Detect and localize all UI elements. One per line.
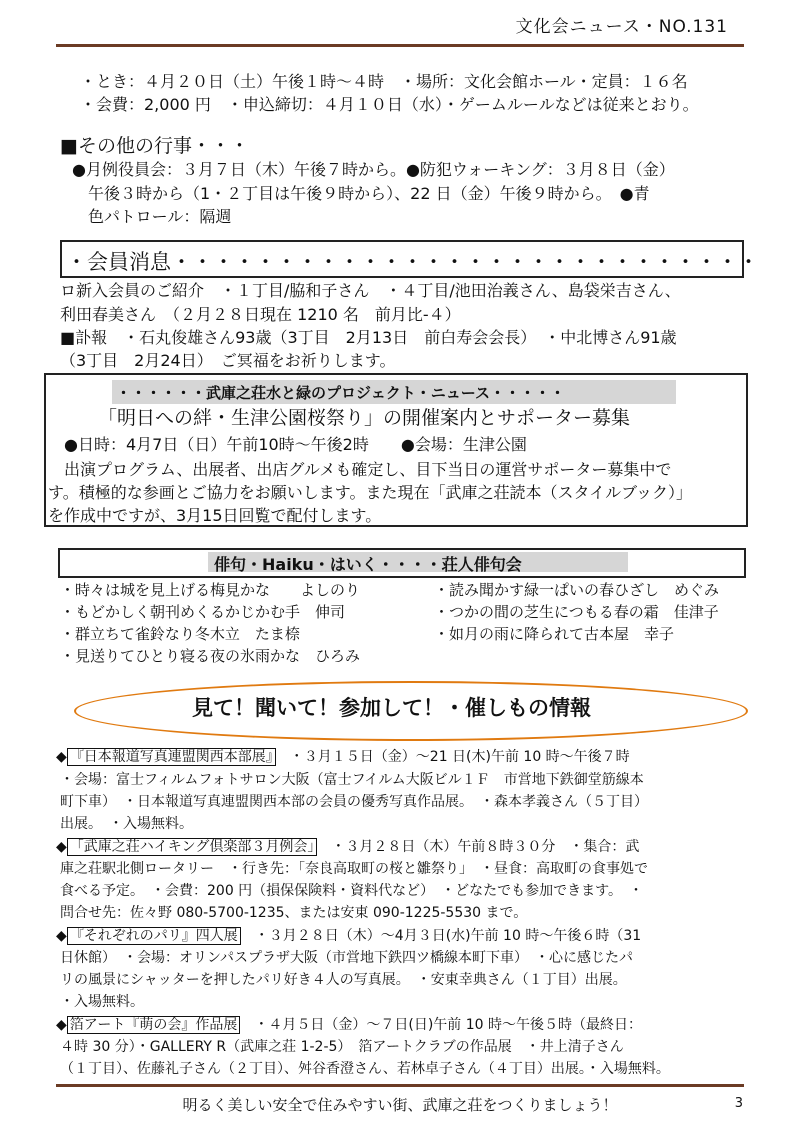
event-line: 出展。 ・入場無料。 (60, 816, 193, 832)
haiku-right: ・つかの間の芝生につもる春の霜 佳津子 (434, 603, 719, 621)
haiku-right: ・読み聞かす緑一ぱいの春ひざし めぐみ (434, 581, 720, 599)
haiku-banner: 俳句・Haiku・はいく・・・・荘人俳句会 (214, 555, 522, 574)
events-banner: 見て！聞いて！参加して！・催しもの情報 (192, 696, 591, 720)
member-news-line: ■訃報 ・石丸俊雄さん93歳（3丁目 2月13日 前白寿会会長） ・中北博さん91歳 (60, 328, 677, 347)
haiku-left: ・見送りてひとり寝る夜の氷雨かな ひろみ (60, 647, 361, 665)
haiku-left: ・時々は城を見上げる梅見かな よしのり (60, 581, 361, 599)
other-events-line: ●月例役員会：３月７日（木）午後７時から。●防犯ウォーキング：３月８日（金） (72, 160, 675, 179)
member-news-line: （3丁目 2月24日） ご冥福をお祈りします。 (60, 351, 396, 370)
event-title: 「武庫之荘ハイキング倶楽部３月例会」 (67, 838, 318, 856)
event-item-header (56, 926, 641, 946)
other-events-heading: ■その他の行事・・・ (60, 135, 249, 157)
diamond-icon: ◆ (56, 839, 67, 855)
event-title: 『それぞれのパリ』四人展 (67, 927, 241, 945)
diamond-icon: ◆ (56, 928, 67, 944)
project-news-body: 出演プログラム、出展者、出店グルメも確定し、目下当日の運営サポーター募集中で (48, 460, 672, 479)
event-title: 『日本報道写真連盟関西本部展』 (67, 748, 276, 766)
event-item-header (56, 837, 639, 857)
event-line-1: ・とき：４月２０日（土）午後１時～４時 ・場所：文化会館ホール・定員：１６名 (80, 72, 688, 91)
footer-slogan: 明るく美しい安全で住みやすい街、武庫之荘をつくりましょう！ (182, 1096, 618, 1114)
event-line: 食べる予定。 ・会費：200 円（損保保険料・資料代など） ・どなたでも参加できます。 ・ (60, 883, 644, 899)
other-events-line: 午後３時から（1・２丁目は午後９時から）、22 日（金）午後９時から。 ●青 (88, 184, 650, 203)
event-first-line: ・３月２８日（木）～4月３日(水)午前 10 時～午後６時（31 (240, 928, 642, 944)
project-news-body: を作成中ですが、3月15日回覧で配付します。 (48, 506, 382, 525)
event-line: 問合せ先：佐々野 080-5700-1235、または安東 090-1225-5530 まで。 (60, 905, 528, 921)
event-first-line: ・３月１５日（金）～21 日(木)午前 10 時～午後７時 (275, 749, 630, 765)
other-events-line: 色パトロール：隔週 (88, 207, 232, 226)
footer-divider (56, 1084, 744, 1087)
project-news-info: ●日時：4月7日（日）午前10時～午後2時 ●会場：生津公園 (64, 435, 527, 454)
event-line: （１丁目）、佐藤礼子さん（２丁目）、舛谷香澄さん、若林卓子さん（４丁目）出展。・入場無料。 (60, 1061, 670, 1077)
newsletter-title: 文化会ニュース・NO.131 (515, 17, 728, 37)
member-news-line: ロ新入会員のご紹介 ・１丁目/脇和子さん ・４丁目/池田治義さん、島袋栄吉さん、 (60, 281, 681, 300)
project-news-body: す。積極的な参画とご協力をお願いします。また現在「武庫之荘読本（スタイルブック）」 (48, 483, 693, 502)
project-news-title: 「明日への絆・生津公園桜祭り」の開催案内とサポーター募集 (98, 407, 631, 429)
event-item-header (56, 747, 630, 767)
diamond-icon: ◆ (56, 749, 67, 765)
event-line-2: ・会費：2,000 円 ・申込締切：４月１０日（水）・ゲームルールなどは従来とおり。 (80, 95, 699, 114)
event-line: ・入場無料。 (60, 994, 144, 1010)
project-news-banner: ・・・・・・武庫之荘水と緑のプロジェクト・ニュース・・・・・ (116, 384, 565, 402)
event-line: 日休館） ・会場：オリンパスプラザ大阪（市営地下鉄四ツ橋線本町下車） ・心に感じたパ (60, 950, 634, 966)
page-number: 3 (734, 1096, 743, 1111)
member-news-heading-box (60, 240, 759, 278)
haiku-left: ・群立ちて雀鈴なり冬木立 たま㮈 (60, 625, 300, 643)
haiku-left: ・もどかしく朝刊めくるかじかむ手 伸司 (60, 603, 346, 621)
event-title: 箔アート『萌の会』作品展 (67, 1016, 241, 1034)
event-line: 庫之荘駅北側ロータリー ・行き先：「奈良高取町の桜と雛祭り」 ・昼食：高取町の食事処で (60, 861, 648, 877)
haiku-right: ・如月の雨に降られて古本屋 幸子 (434, 625, 675, 643)
event-line: リの風景にシャッターを押したパリ好き４人の写真展。 ・安東幸典さん（１丁目）出展。 (60, 972, 627, 988)
event-line: ・会場：富士フィルムフォトサロン大阪（富士フイルム大阪ビル１Ｆ 市営地下鉄御堂筋線本 (60, 772, 644, 788)
header-divider (56, 44, 744, 47)
event-item-header (56, 1015, 642, 1035)
event-first-line: ・４月５日（金）～７日(日)午前 10 時～午後５時（最終日： (240, 1017, 643, 1033)
member-news-heading: ・会員消息・・・・・・・・・・・・・・・・・・・・・・・・・・・・ (66, 250, 759, 274)
event-first-line: ・３月２８日（木）午前８時３０分 ・集合：武 (317, 839, 640, 855)
diamond-icon: ◆ (56, 1017, 67, 1033)
event-line: ４時 30 分）・GALLERY R（武庫之荘 1-2-5） 箔アートクラブの作品展 ・井上清子さん (60, 1039, 624, 1055)
event-line: 町下車） ・日本報道写真連盟関西本部の会員の優秀写真作品展。 ・森本孝義さん（５丁目） (60, 794, 648, 810)
member-news-line: 利田春美さん （２月２８日現在 1210 名 前月比-４） (60, 305, 461, 324)
